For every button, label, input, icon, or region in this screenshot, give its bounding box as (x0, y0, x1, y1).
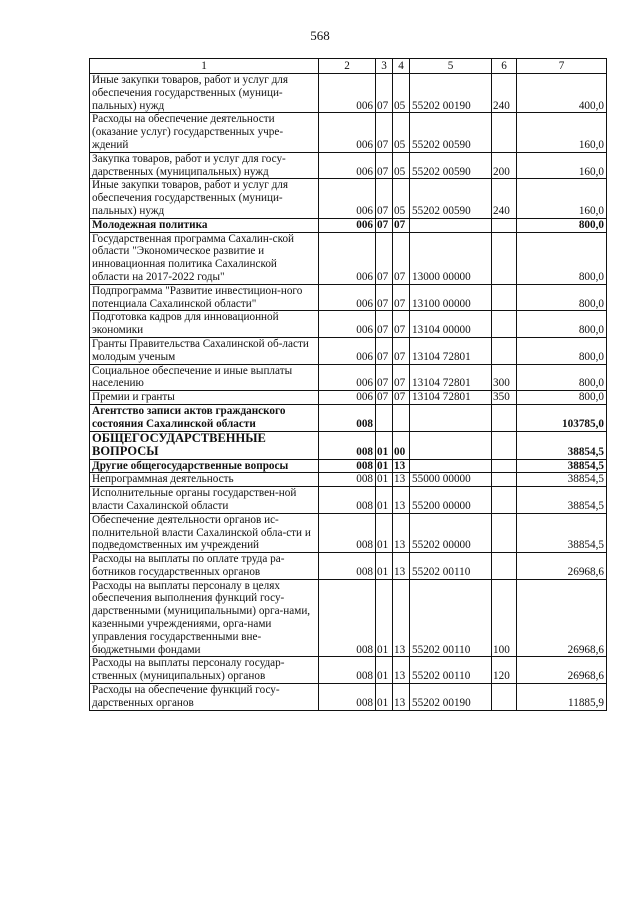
row-section: 01 (376, 579, 393, 657)
row-section: 01 (376, 553, 393, 580)
row-section: 07 (376, 364, 393, 391)
row-amount: 800,0 (517, 311, 607, 338)
row-name: Молодежная политика (90, 218, 319, 232)
row-expense-type: 120 (492, 657, 517, 684)
row-amount: 800,0 (517, 337, 607, 364)
row-name: Расходы на обеспечение деятельности (оказание услуг) государственных учре-ждений (90, 113, 319, 152)
row-subsection: 05 (393, 74, 410, 113)
row-code: 008 (319, 459, 376, 473)
budget-table (89, 58, 607, 711)
row-name: Государственная программа Сахалин-ской области "Экономическое развитие и инновационная политика Сахалинской области на 2017-2022 годы" (90, 232, 319, 284)
row-expense-type (492, 404, 517, 431)
row-subsection: 13 (393, 487, 410, 514)
row-subsection: 05 (393, 113, 410, 152)
row-amount: 800,0 (517, 232, 607, 284)
row-target-article: 55202 00110 (410, 657, 492, 684)
row-section: 07 (376, 311, 393, 338)
table-row (90, 657, 607, 684)
row-code: 006 (319, 364, 376, 391)
row-subsection: 13 (393, 473, 410, 487)
row-expense-type: 300 (492, 364, 517, 391)
table-row (90, 391, 607, 405)
row-section (376, 404, 393, 431)
row-name: Расходы на выплаты по оплате труда ра-ботников государственных органов (90, 553, 319, 580)
row-code: 006 (319, 284, 376, 311)
row-code: 008 (319, 579, 376, 657)
row-code: 008 (319, 487, 376, 514)
row-section: 01 (376, 657, 393, 684)
row-code: 006 (319, 311, 376, 338)
row-target-article: 55202 00110 (410, 553, 492, 580)
row-amount: 800,0 (517, 218, 607, 232)
row-expense-type (492, 284, 517, 311)
table-row (90, 473, 607, 487)
row-target-article: 13000 00000 (410, 232, 492, 284)
table-row (90, 152, 607, 179)
row-amount: 160,0 (517, 113, 607, 152)
row-target-article: 55202 00000 (410, 513, 492, 552)
row-amount: 800,0 (517, 391, 607, 405)
header-col-5: 5 (410, 59, 492, 74)
row-name: ОБЩЕГОСУДАРСТВЕННЫЕ ВОПРОСЫ (90, 431, 319, 459)
row-expense-type (492, 218, 517, 232)
row-code: 008 (319, 553, 376, 580)
row-subsection: 13 (393, 553, 410, 580)
row-subsection: 13 (393, 684, 410, 711)
row-section: 07 (376, 113, 393, 152)
row-subsection: 07 (393, 232, 410, 284)
row-code: 008 (319, 473, 376, 487)
row-section: 07 (376, 152, 393, 179)
row-section: 07 (376, 179, 393, 218)
row-target-article (410, 404, 492, 431)
row-subsection: 07 (393, 391, 410, 405)
row-name: Другие общегосударственные вопросы (90, 459, 319, 473)
table-row (90, 553, 607, 580)
row-subsection: 07 (393, 311, 410, 338)
row-code: 006 (319, 232, 376, 284)
header-col-7: 7 (517, 59, 607, 74)
row-code: 008 (319, 657, 376, 684)
row-section: 07 (376, 218, 393, 232)
row-expense-type (492, 337, 517, 364)
row-expense-type (492, 311, 517, 338)
row-name: Обеспечение деятельности органов ис-полнительной власти Сахалинской обла-сти и подведомственных им учреждений (90, 513, 319, 552)
row-section: 01 (376, 431, 393, 459)
row-subsection (393, 404, 410, 431)
row-subsection: 05 (393, 152, 410, 179)
row-code: 008 (319, 684, 376, 711)
row-name: Иные закупки товаров, работ и услуг для обеспечения государственных (муници-пальных) нужд (90, 179, 319, 218)
row-code: 006 (319, 337, 376, 364)
table-row (90, 684, 607, 711)
row-target-article: 13104 72801 (410, 364, 492, 391)
page-number: 568 (310, 28, 330, 43)
header-col-6: 6 (492, 59, 517, 74)
table-row (90, 113, 607, 152)
table-row (90, 459, 607, 473)
table-row (90, 487, 607, 514)
table-row (90, 311, 607, 338)
row-expense-type: 240 (492, 74, 517, 113)
row-expense-type (492, 684, 517, 711)
row-target-article: 13104 00000 (410, 311, 492, 338)
row-code: 008 (319, 431, 376, 459)
row-amount: 26968,6 (517, 553, 607, 580)
row-target-article (410, 431, 492, 459)
row-expense-type (492, 113, 517, 152)
row-section: 01 (376, 487, 393, 514)
row-expense-type: 350 (492, 391, 517, 405)
row-code: 008 (319, 404, 376, 431)
row-amount: 38854,5 (517, 473, 607, 487)
row-name: Непрограммная деятельность (90, 473, 319, 487)
header-col-3: 3 (376, 59, 393, 74)
table-row (90, 337, 607, 364)
row-expense-type (492, 553, 517, 580)
row-target-article: 13100 00000 (410, 284, 492, 311)
row-name: Подготовка кадров для инновационной экономики (90, 311, 319, 338)
row-name: Исполнительные органы государствен-ной власти Сахалинской области (90, 487, 319, 514)
table-row (90, 579, 607, 657)
table-row (90, 74, 607, 113)
row-expense-type (492, 459, 517, 473)
row-target-article: 55202 00590 (410, 179, 492, 218)
row-target-article: 13104 72801 (410, 391, 492, 405)
row-name: Агентство записи актов гражданского состояния Сахалинской области (90, 404, 319, 431)
row-name: Гранты Правительства Сахалинской об-ласти молодым ученым (90, 337, 319, 364)
row-expense-type (492, 487, 517, 514)
row-target-article: 13104 72801 (410, 337, 492, 364)
row-name: Расходы на выплаты персоналу государ-ственных (муниципальных) органов (90, 657, 319, 684)
row-target-article (410, 459, 492, 473)
row-subsection: 13 (393, 579, 410, 657)
row-amount: 400,0 (517, 74, 607, 113)
row-code: 006 (319, 218, 376, 232)
row-expense-type: 100 (492, 579, 517, 657)
row-name: Премии и гранты (90, 391, 319, 405)
row-target-article: 55202 00590 (410, 113, 492, 152)
row-amount: 11885,9 (517, 684, 607, 711)
table-row (90, 284, 607, 311)
row-code: 006 (319, 391, 376, 405)
row-name: Социальное обеспечение и иные выплаты населению (90, 364, 319, 391)
row-expense-type (492, 431, 517, 459)
row-section: 07 (376, 232, 393, 284)
row-name: Подпрограмма "Развитие инвестицион-ного потенциала Сахалинской области" (90, 284, 319, 311)
row-section: 01 (376, 513, 393, 552)
row-amount: 38854,5 (517, 431, 607, 459)
table-header-row (90, 59, 607, 74)
row-code: 006 (319, 179, 376, 218)
row-code: 006 (319, 152, 376, 179)
row-target-article: 55202 00190 (410, 74, 492, 113)
table-row (90, 404, 607, 431)
row-subsection: 07 (393, 337, 410, 364)
row-name: Закупка товаров, работ и услуг для госу-дарственных (муниципальных) нужд (90, 152, 319, 179)
row-expense-type: 240 (492, 179, 517, 218)
row-section: 07 (376, 391, 393, 405)
row-subsection: 07 (393, 218, 410, 232)
row-section: 07 (376, 74, 393, 113)
row-amount: 38854,5 (517, 487, 607, 514)
table-row (90, 218, 607, 232)
table-row (90, 431, 607, 459)
header-col-1: 1 (90, 59, 319, 74)
row-name: Иные закупки товаров, работ и услуг для обеспечения государственных (муници-пальных) нужд (90, 74, 319, 113)
table-row (90, 364, 607, 391)
row-target-article: 55202 00590 (410, 152, 492, 179)
row-subsection: 13 (393, 657, 410, 684)
row-amount: 800,0 (517, 284, 607, 311)
row-section: 01 (376, 459, 393, 473)
row-amount: 160,0 (517, 152, 607, 179)
row-code: 008 (319, 513, 376, 552)
row-section: 01 (376, 473, 393, 487)
row-section: 07 (376, 284, 393, 311)
row-target-article: 55202 00190 (410, 684, 492, 711)
row-name: Расходы на выплаты персоналу в целях обеспечения выполнения функций госу-дарственными (муниципальными) орга-нами, казенными учреждениями, орга-нами управления государственными вне-бюджетными фондами (90, 579, 319, 657)
row-target-article: 55200 00000 (410, 487, 492, 514)
row-subsection: 13 (393, 513, 410, 552)
row-amount: 26968,6 (517, 579, 607, 657)
row-expense-type (492, 473, 517, 487)
row-expense-type (492, 513, 517, 552)
row-section: 01 (376, 684, 393, 711)
row-target-article: 55000 00000 (410, 473, 492, 487)
row-amount: 38854,5 (517, 513, 607, 552)
row-subsection: 05 (393, 179, 410, 218)
row-subsection: 07 (393, 284, 410, 311)
row-target-article (410, 218, 492, 232)
row-subsection: 07 (393, 364, 410, 391)
row-amount: 800,0 (517, 364, 607, 391)
row-code: 006 (319, 113, 376, 152)
table-row (90, 179, 607, 218)
header-col-2: 2 (319, 59, 376, 74)
row-code: 006 (319, 74, 376, 113)
row-subsection: 13 (393, 459, 410, 473)
table-row (90, 232, 607, 284)
table-row (90, 513, 607, 552)
header-col-4: 4 (393, 59, 410, 74)
row-section: 07 (376, 337, 393, 364)
row-target-article: 55202 00110 (410, 579, 492, 657)
row-amount: 38854,5 (517, 459, 607, 473)
row-amount: 160,0 (517, 179, 607, 218)
row-amount: 26968,6 (517, 657, 607, 684)
row-expense-type: 200 (492, 152, 517, 179)
row-subsection: 00 (393, 431, 410, 459)
row-name: Расходы на обеспечение функций госу-дарственных органов (90, 684, 319, 711)
row-expense-type (492, 232, 517, 284)
row-amount: 103785,0 (517, 404, 607, 431)
